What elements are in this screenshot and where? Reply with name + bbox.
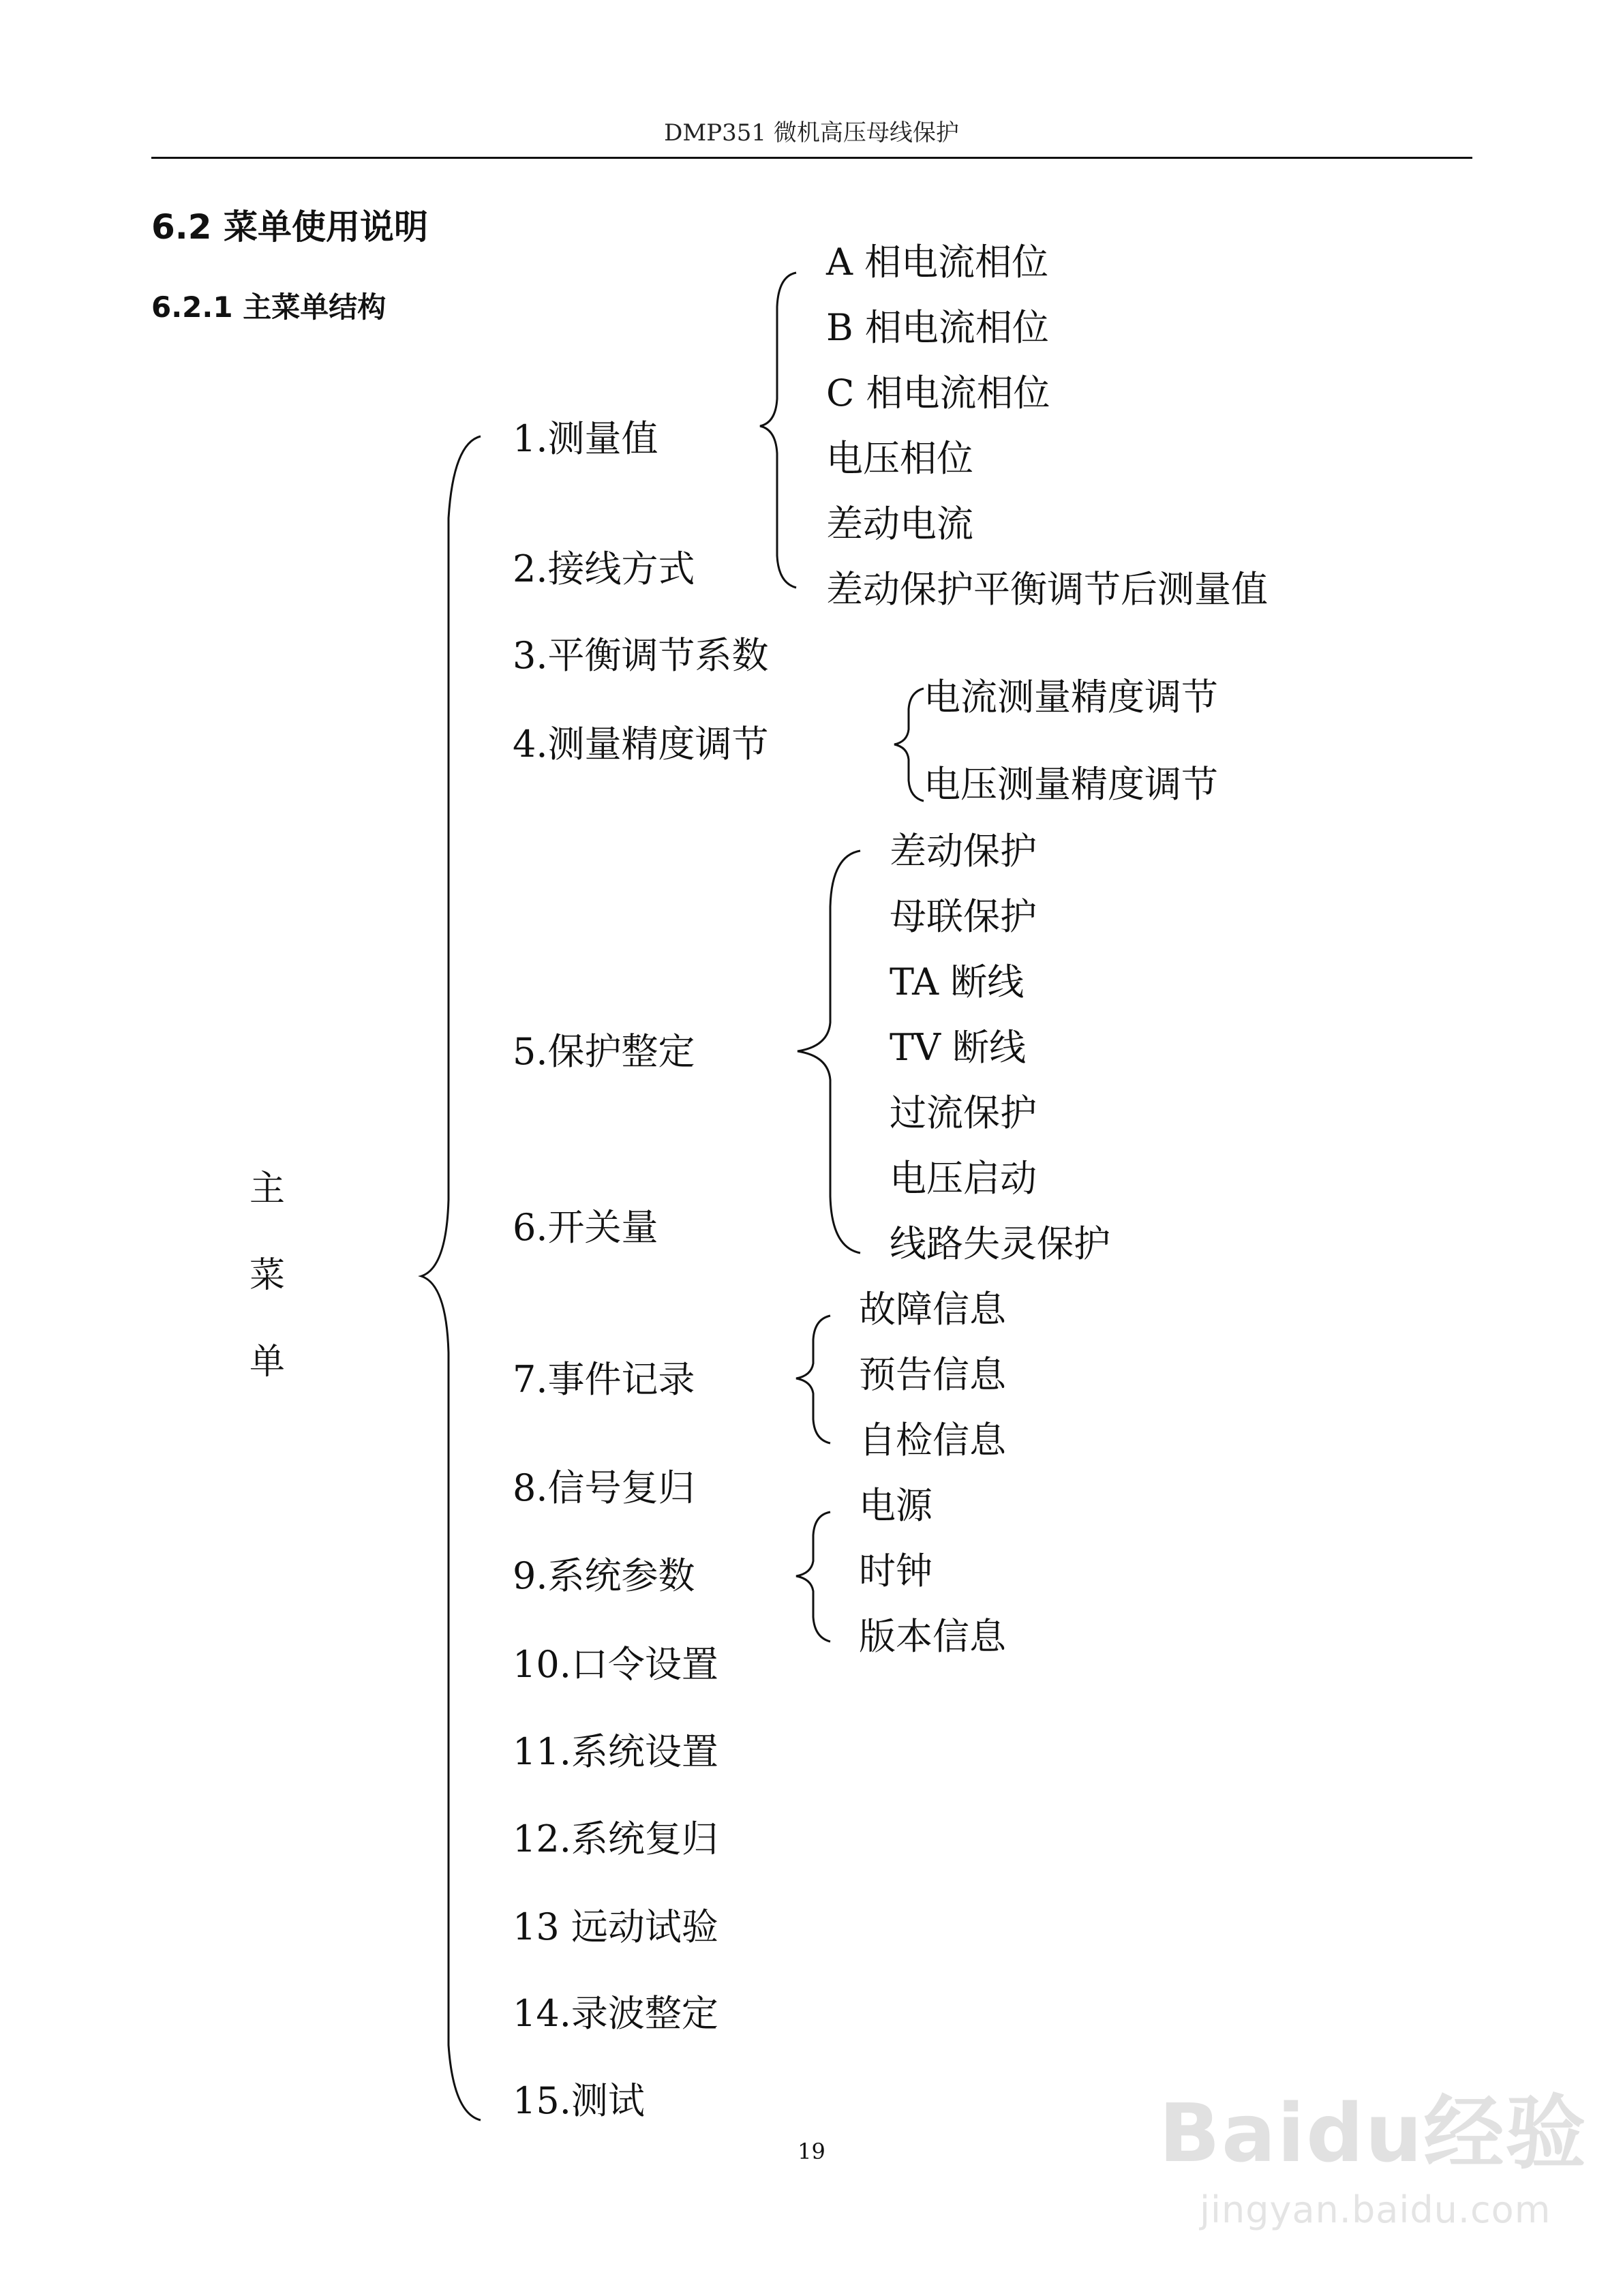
measure-child: 电压相位 [826, 437, 973, 480]
root-label-char: 菜 [249, 1255, 286, 1296]
protect-brace [798, 851, 860, 1253]
menu-item-system-params: 9.系统参数 [513, 1554, 695, 1597]
menu-item-wiring: 2.接线方式 [513, 547, 695, 590]
event-child: 自检信息 [859, 1419, 1006, 1462]
protect-child: TV 断线 [890, 1026, 1027, 1069]
running-header: DMP351 微机高压母线保护 [664, 119, 959, 147]
measure-brace [760, 273, 796, 588]
sysparam-child: 电源 [859, 1484, 932, 1527]
sysparam-child: 版本信息 [859, 1615, 1006, 1658]
event-brace [796, 1316, 830, 1443]
menu-item-recording: 14.录波整定 [513, 1992, 718, 2035]
main-brace [421, 436, 481, 2120]
menu-item-balance: 3.平衡调节系数 [513, 634, 769, 677]
event-child: 故障信息 [859, 1288, 1006, 1331]
measure-child: B 相电流相位 [826, 306, 1049, 349]
menu-item-precision: 4.测量精度调节 [513, 723, 769, 766]
root-label-char: 单 [249, 1342, 286, 1383]
protect-child: 过流保护 [890, 1091, 1037, 1134]
protect-child: 母联保护 [890, 895, 1037, 938]
sysparam-child: 时钟 [859, 1550, 932, 1592]
section-heading: 6.2 菜单使用说明 [151, 207, 428, 247]
measure-child: A 相电流相位 [826, 241, 1049, 284]
precision-brace [894, 689, 924, 801]
protect-child: 差动保护 [890, 830, 1037, 873]
event-child: 预告信息 [859, 1353, 1006, 1396]
measure-child: 差动电流 [826, 502, 973, 545]
menu-item-signal-reset: 8.信号复归 [513, 1466, 695, 1509]
watermark-url: jingyan.baidu.com [1200, 2188, 1551, 2231]
sysparam-brace [796, 1512, 830, 1642]
menu-item-password: 10.口令设置 [513, 1643, 718, 1686]
menu-item-events: 7.事件记录 [513, 1358, 695, 1401]
measure-child: 差动保护平衡调节后测量值 [826, 568, 1268, 611]
menu-item-telecontrol-test: 13 远动试验 [513, 1905, 718, 1948]
root-label-char: 主 [249, 1168, 286, 1209]
menu-item-protect-setting: 5.保护整定 [513, 1030, 695, 1073]
menu-item-measure: 1.测量值 [513, 417, 658, 460]
menu-item-switch: 6.开关量 [513, 1206, 658, 1249]
subsection-heading: 6.2.1 主菜单结构 [151, 290, 386, 324]
measure-child: C 相电流相位 [826, 372, 1050, 414]
protect-child: 线路失灵保护 [890, 1222, 1110, 1265]
precision-child: 电流测量精度调节 [924, 676, 1218, 719]
watermark-logo: Baidu经验 [1159, 2086, 1588, 2180]
menu-item-system-reset: 12.系统复归 [513, 1817, 718, 1860]
protect-child: TA 断线 [890, 961, 1025, 1003]
menu-item-system-settings: 11.系统设置 [513, 1730, 718, 1773]
precision-child: 电压测量精度调节 [924, 763, 1218, 806]
menu-item-test: 15.测试 [513, 2079, 645, 2122]
page-number: 19 [798, 2139, 825, 2164]
protect-child: 电压启动 [890, 1157, 1037, 1200]
